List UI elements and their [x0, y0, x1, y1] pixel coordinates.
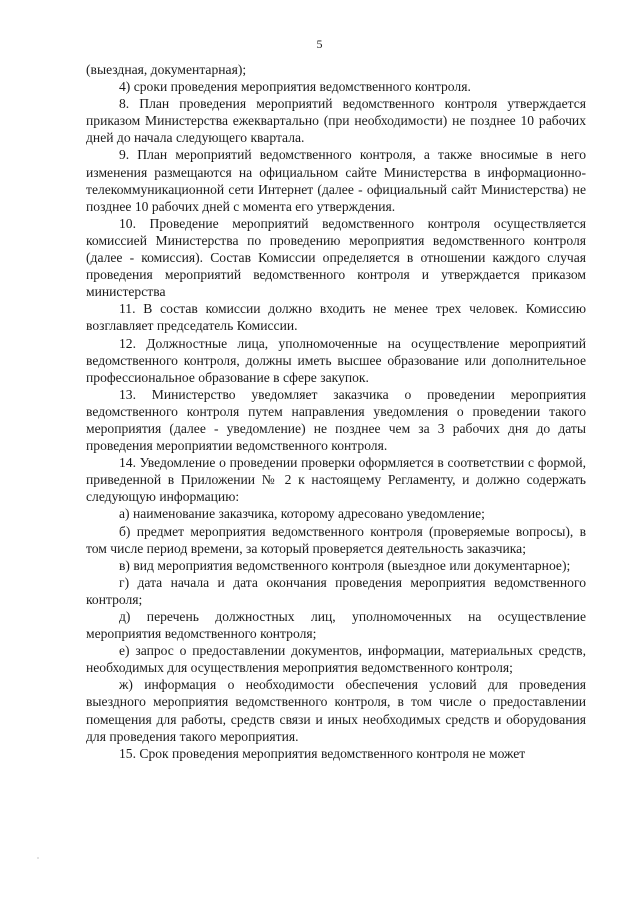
- list-item-a: а) наименование заказчика, которому адресовано уведомление;: [119, 506, 485, 522]
- scan-speck: [37, 857, 39, 859]
- page-number: 5: [316, 37, 323, 51]
- list-item-b: б) предмет мероприятия ведомственного контроля (проверяемые вопросы), в том числе период времени, за который проверяется деятельность заказчика;: [86, 523, 586, 556]
- list-item-v: в) вид мероприятия ведомственного контроля (выездное или документарное);: [119, 557, 571, 573]
- paragraph-13: 13. Министерство уведомляет заказчика о проведении мероприятия ведомственного контроля путем направления уведомления о проведении такого мероприятия (далее - уведомление) не позднее чем за 3 рабочих дня до даты проведения мероприятии ведомственного контроля.: [86, 386, 586, 454]
- paragraph-continuation: (выездная, документарная);: [86, 62, 247, 77]
- list-item-d: д) перечень должностных лиц, уполномоченных на осуществление мероприятия ведомственного контроля;: [86, 609, 586, 642]
- paragraph-15: 15. Срок проведения мероприятия ведомственного контроля не может: [119, 745, 526, 761]
- list-item-e: е) запрос о предоставлении документов, информации, материальных средств, необходимых для осуществления мероприятия ведомственного контроля;: [86, 643, 586, 676]
- paragraph-14: 14. Уведомление о проведении проверки оформляется в соответствии с формой, приведенной в Приложении № 2 к настоящему Регламенту, и должно содержать следующую информацию:: [86, 455, 586, 505]
- paragraph-8: 8. План проведения мероприятий ведомственного контроля утверждается приказом Министерства ежеквартально (при необходимости) не позднее 10 рабочих дней до начала следующего квартала.: [86, 96, 586, 146]
- paragraph-item-4: 4) сроки проведения мероприятия ведомственного контроля.: [119, 79, 471, 95]
- paragraph-12: 12. Должностные лица, уполномоченные на осуществление мероприятий ведомственного контроля, должны иметь высшее образование или дополнительное профессиональное образование в сфере закупок.: [86, 335, 586, 385]
- list-item-zh: ж) информация о необходимости обеспечения условий для проведения выездного мероприятия ведомственного контроля, в том числе о предоставлении помещения для работы, средств связи и иных необходимых средств и оборудования для проведения такого мероприятия.: [86, 677, 586, 744]
- paragraph-11: 11. В состав комиссии должно входить не менее трех человек. Комиссию возглавляет председатель Комиссии.: [86, 301, 586, 334]
- document-body: [86, 61, 586, 762]
- paragraph-10: 10. Проведение мероприятий ведомственного контроля осуществляется комиссией Министерства по проведению мероприятия ведомственного контроля (далее - комиссия). Состав Комиссии определяется в отношении каждого случая проведения мероприятий ведомственного контроля и утверждается приказом министерства: [86, 215, 586, 300]
- paragraph-9: 9. План мероприятий ведомственного контроля, а также вносимые в него изменения размещаются на официальном сайте Министерства в информационно-телекоммуникационной сети Интернет (далее - официальный сайт Министерства) не позднее 10 рабочих дней с момента его утверждения.: [86, 147, 586, 214]
- list-item-g: г) дата начала и дата окончания проведения мероприятия ведомственного контроля;: [86, 574, 586, 607]
